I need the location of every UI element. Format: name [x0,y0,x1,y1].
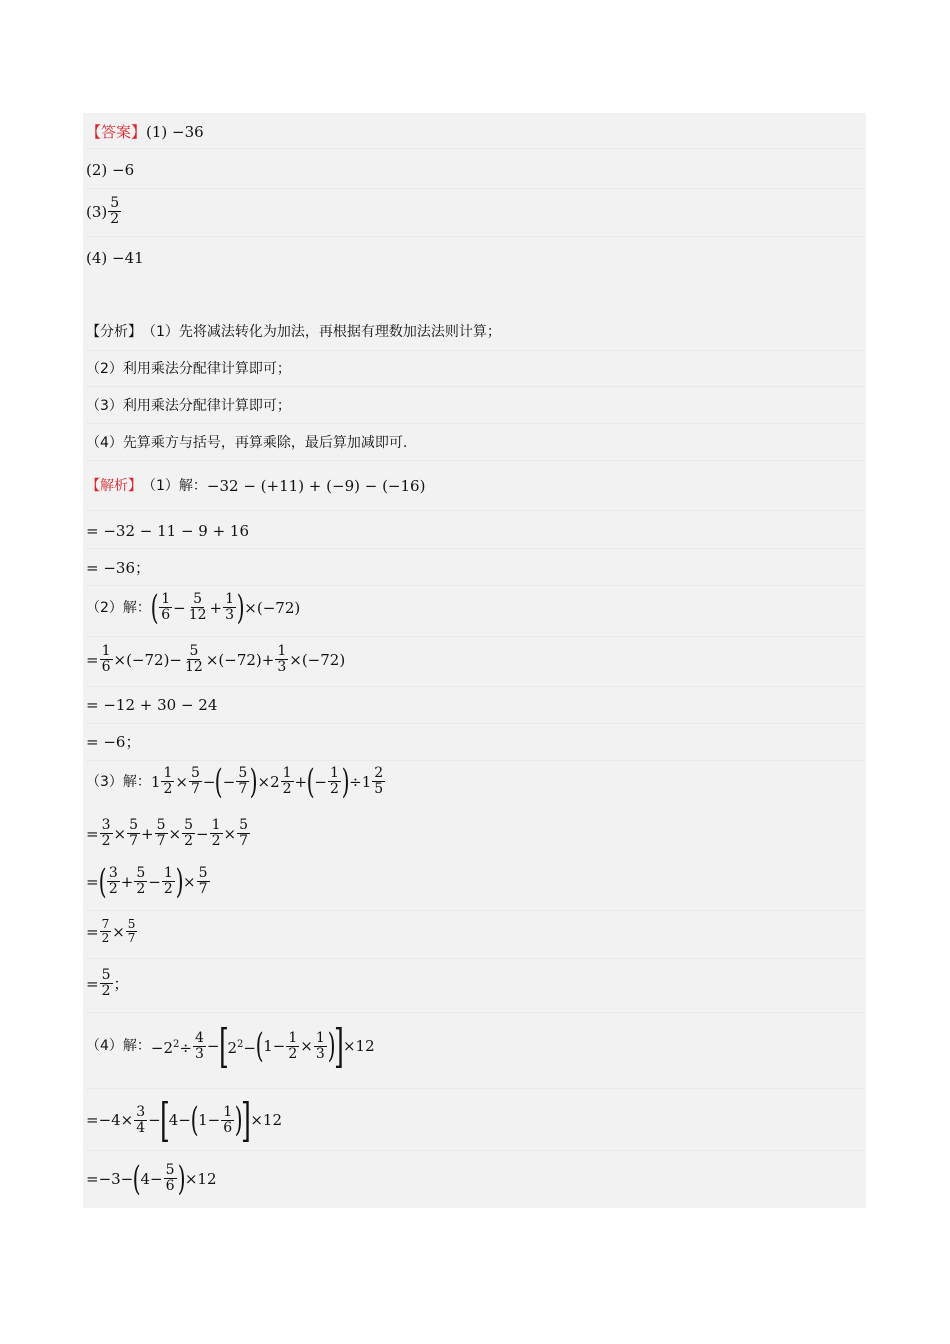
answer-line-3 [86,196,122,227]
solution-label: 【解析】 [86,478,142,494]
answer-line-1 [86,122,204,142]
answer-label: 【答案】 [86,123,147,141]
fraction-denominator: 2 [110,211,120,227]
solution-3-prefix: （3）解： [86,773,151,790]
divider [86,350,864,351]
solution-3-step-1: = $\frac{3}{2}$ × $\frac{5}{7}$ + $\frac{5}{7}$ × $\frac{5}{2}$ − $\frac{1}{2}$ × $\frac{5}{7}$ [86,817,248,849]
fraction-numerator: 5 [110,195,120,211]
analysis-text-1: （1）先将减法转化为加法，再根据有理数加法法则计算； [142,324,501,340]
divider [86,386,864,387]
answer-item-3: (3) [86,202,108,221]
divider [86,548,864,549]
divider [86,460,864,461]
solution-1-expression: −32 − (+11) + (−9) − (−16) [206,477,426,495]
solution-3-step-2: = ( $\frac{3}{2}$ + $\frac{5}{2}$ − $\frac{1}{2}$ ) × $\frac{5}{7}$ [86,861,208,902]
divider [86,1150,864,1151]
answer-item-4: (4) −41 [86,249,144,267]
solution-2-step-2: = −12 + 30 − 24 [86,696,218,714]
answer-item-2: (2) −6 [86,161,135,179]
solution-2-step-3: = −6； [86,733,141,751]
solution-2-step-1: = $\frac{1}{6}$ ×(−72)− $\frac{5}{12}$ ×(−72)+ $\frac{1}{3}$ ×(−72) [86,643,346,675]
solution-line-1 [86,476,425,496]
solution-3-step-3: = $\frac{7}{2}$ × $\frac{5}{7}$ [86,917,136,945]
answer-item-1: (1) −36 [146,123,204,141]
solution-4-prefix: （4）解： [86,1038,151,1054]
divider [86,423,864,424]
divider [86,1012,864,1013]
analysis-text-2: （2）利用乘法分配律计算即可； [86,361,291,377]
solution-4-step-2: =−3− ( 4− $\frac{5}{6}$ ) ×12 [86,1158,217,1199]
analysis-line-1 [86,322,501,342]
divider [86,188,864,189]
solution-1-step-2: = −36； [86,559,150,577]
divider [86,760,864,761]
analysis-text-3: （3）利用乘法分配律计算即可； [86,398,291,414]
divider [86,1088,864,1089]
solution-3-step-4: = $\frac{5}{2}$ ； [86,967,129,999]
divider [86,910,864,911]
divider [86,148,864,149]
divider [86,723,864,724]
answer-fraction [108,196,121,227]
solution-2-line-1: （2）解： ( $\frac{1}{6}$ − $\frac{5}{12}$ + $\frac{1}{3}$ ) ×(−72) [86,587,301,628]
solution-2-prefix: （2）解： [86,599,151,616]
divider [86,585,864,586]
analysis-text-4: （4）先算乘方与括号，再算乘除，最后算加减即可. [86,435,408,451]
divider [86,636,864,637]
divider [86,510,864,511]
solution-4-step-1: =−4× $\frac{3}{4}$ − [ 4− ( 1− $\frac{1}{6}$ ) ] ×12 [86,1093,283,1147]
solution-1-prefix: （1）解： [142,478,207,494]
solution-1-step-1: = −32 − 11 − 9 + 16 [86,522,250,540]
divider [86,958,864,959]
divider [86,236,864,237]
solution-4-line-1: （4）解： $-2^2\div$ $\frac{4}{3}$ − [ $2^2-$ ( 1− $\frac{1}{2}$ × $\frac{1}{3}$ ) ] ×12 [86,1019,375,1073]
solution-3-line-1: （3）解： 1 $\frac{1}{2}$ × $\frac{5}{7}$ − ( − $\frac{5}{7}$ ) × 2 $\frac{1}{2}$ + ( − $\frac{1}{2}$ ) ÷ 1 $\frac{2}{5}$ [86,761,384,802]
analysis-label: 【分析】 [86,324,142,340]
divider [86,686,864,687]
